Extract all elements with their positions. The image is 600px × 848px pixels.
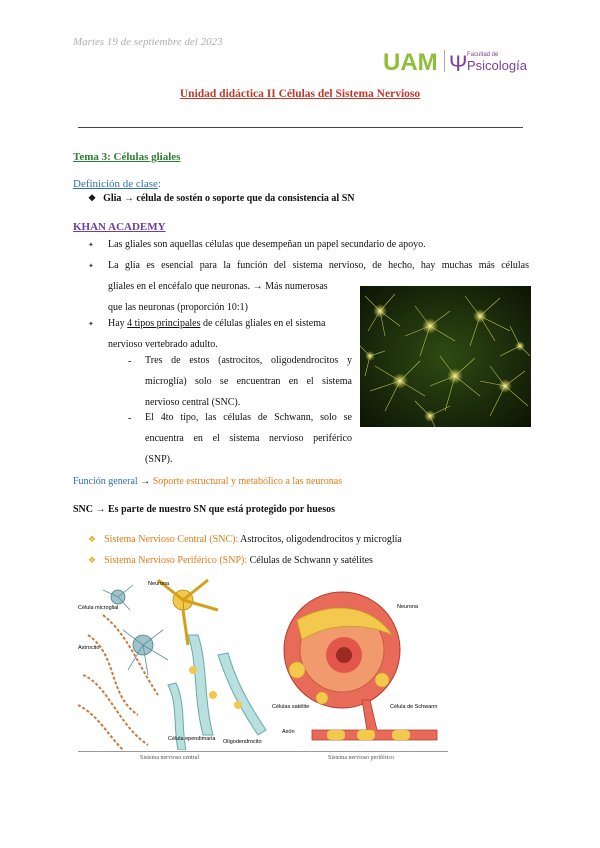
khan-bullet-1 <box>88 234 94 256</box>
uam-logo <box>383 46 533 76</box>
logo-facultad-text: Facultad de <box>467 52 499 58</box>
snc-definition: SNC → Es parte de nuestro SN que está protegido por huesos <box>73 504 335 515</box>
label-microglia: Célula microglial <box>78 605 119 611</box>
khan-bullet-3 <box>88 313 94 335</box>
sub2-line3: (SNP). <box>145 454 173 465</box>
sub2-line1: El 4to tipo, las células de Schwann, solo se <box>145 412 352 423</box>
star-bullet-icon: ✦ <box>88 320 94 328</box>
diamond-bullet-icon: ❖ <box>88 193 97 203</box>
star-bullet-icon: ✦ <box>88 241 94 249</box>
khan-text-3-line2: nervioso vertebrado adulto. <box>108 339 218 350</box>
star-bullet-icon: ✦ <box>88 262 94 270</box>
label-neurona-right: Neurona <box>397 604 419 610</box>
glial-cells-photo <box>360 286 531 427</box>
logo-uam-text: UAM <box>383 49 438 76</box>
sub2-line2: encuentra en el sistema nervioso periférico <box>145 433 352 444</box>
topic-heading: Tema 3: Células gliales <box>73 151 181 163</box>
label-neurona-left: Neurona <box>148 581 170 587</box>
system-item-snp: ❖ Sistema Nervioso Periférico (SNP): Células de Schwann y satélites <box>88 555 373 566</box>
diamond-bullet-icon: ❖ <box>88 534 97 544</box>
system-item-snc: ❖ Sistema Nervioso Central (SNC): Astrocitos, oligodendrocitos y microglía <box>88 534 402 545</box>
pns-glia-illustration <box>272 590 442 750</box>
khan-text-3-line1: Hay 4 tipos principales de células gliales en el sistema <box>108 318 326 329</box>
definition-item: ❖ Glia → célula de sostén o soporte que da consistencia al SN <box>88 193 355 204</box>
logo-psicologia-text: Psicología <box>467 58 527 73</box>
label-axon: Axón <box>282 729 295 735</box>
definition-label: Definición de clase: <box>73 178 161 190</box>
general-function-line: Función general → Soporte estructural y metabólico a las neuronas <box>73 476 343 487</box>
dash-bullet: - <box>128 356 132 367</box>
khan-text-2-line3: que las neuronas (proporción 10:1) <box>108 302 248 313</box>
khan-text-2-line1: La glía es esencial para la función del sistema nervioso, de hecho, hay muchas más células <box>108 260 529 271</box>
sub1-line2: microglía) solo se encuentran en el sistema <box>145 376 352 387</box>
figure-baseline <box>78 751 448 752</box>
divider-line <box>78 127 523 128</box>
caption-pns: Sistema nervioso periférico <box>328 755 394 761</box>
sub1-line3: nervioso central (SNC). <box>145 397 241 408</box>
label-satelites: Células satélite <box>272 704 310 710</box>
diamond-bullet-icon: ❖ <box>88 555 97 565</box>
svg-text:Ψ: Ψ <box>449 51 468 76</box>
label-schwann: Célula de Schwann <box>390 704 438 710</box>
header-date: Martes 19 de septiembre del 2023 <box>73 36 223 48</box>
khan-bullet-2 <box>88 255 94 277</box>
khan-text-1: Las gliales son aquellas células que desempeñan un papel secundario de apoyo. <box>108 239 426 250</box>
khan-text-2-line2: gliales en el encéfalo que neuronas. → Más numerosas <box>108 281 328 292</box>
label-astrocito: Astrocito <box>78 645 100 651</box>
sub1-line1: Tres de estos (astrocitos, oligodendrocitos y <box>145 355 352 366</box>
document-title: Unidad didáctica II Células del Sistema Nervioso <box>179 88 421 100</box>
khan-heading: KHAN ACADEMY <box>73 221 166 233</box>
label-ependimaria: Célula ependimaria <box>168 736 216 742</box>
cns-glia-illustration <box>78 575 270 750</box>
caption-cns: Sistema nervioso central <box>140 755 199 761</box>
dash-bullet: - <box>128 413 132 424</box>
label-oligodendrocito: Oligodendrocito <box>223 739 262 745</box>
